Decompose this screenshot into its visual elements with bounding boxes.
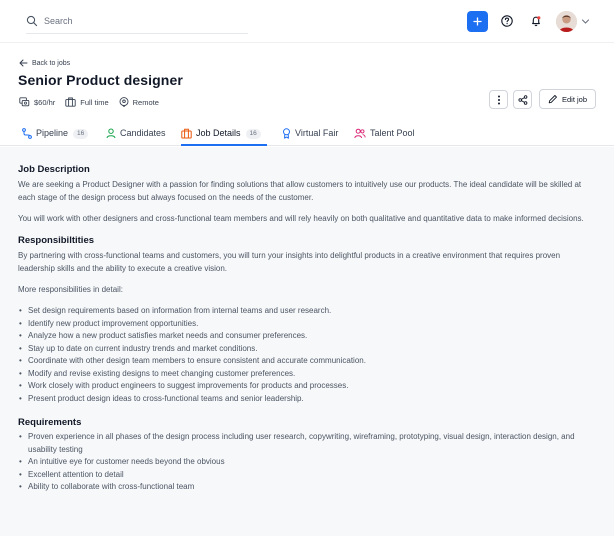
chevron-down-icon[interactable] (581, 17, 590, 26)
meta-rate (19, 97, 55, 107)
description-paragraph: We are seeking a Product Designer with a passion for finding solutions that allow customers to intuitively use our products. The ideal candidate will be skilled at each stage of the design process but always focused on the needs of the customer. (18, 180, 582, 202)
meta-employment-type (65, 97, 108, 107)
share-button[interactable] (513, 90, 532, 109)
list-item: • Analyze how a new product satisfies market needs and consumer preferences. (18, 330, 588, 343)
edit-job-label: Edit job (561, 94, 588, 104)
more-options-button[interactable] (489, 90, 508, 109)
list-item: • Excellent attention to detail (18, 469, 588, 482)
tab-pipeline-label: Pipeline (36, 128, 69, 138)
meta-location-label: Remote (132, 97, 159, 107)
description-paragraph: You will work with other designers and cross-functional team members and will rely heavily on both qualitative and quantitative data to make informed decisions. (18, 214, 584, 223)
search-icon (26, 15, 38, 27)
tab-job-details[interactable] (181, 128, 267, 146)
briefcase-icon (181, 128, 192, 139)
pipeline-icon (22, 128, 32, 139)
briefcase-icon (65, 97, 76, 107)
back-to-jobs-link[interactable] (19, 59, 70, 67)
requirements-heading: Requirements (18, 417, 82, 428)
plus-icon (473, 17, 482, 26)
tab-virtual-fair-label: Virtual Fair (295, 128, 339, 138)
tab-job-details-count-badge: 16 (246, 129, 261, 139)
list-item: • Stay up to date on current industry trends and market conditions. (18, 343, 588, 356)
list-item: • Modify and revise existing designs to meet changing customer preferences. (18, 368, 588, 381)
tab-bar (0, 122, 614, 146)
location-pin-icon (119, 97, 129, 107)
add-button[interactable] (467, 11, 488, 32)
edit-job-button[interactable] (539, 89, 596, 109)
page-title: Senior Product designer (18, 72, 183, 88)
list-item: • Work closely with product engineers to suggest improvements for products and processes. (18, 380, 588, 393)
tab-pipeline-count-badge: 16 (73, 129, 88, 139)
pencil-icon (548, 94, 558, 104)
description-heading: Job Description (18, 164, 90, 175)
avatar[interactable] (556, 11, 577, 32)
back-label: Back to jobs (32, 59, 71, 67)
requirements-list (18, 431, 588, 494)
tab-job-details-label: Job Details (196, 128, 241, 138)
responsibilities-list (18, 305, 588, 405)
money-icon (19, 97, 30, 107)
tab-candidates[interactable] (106, 128, 166, 146)
tab-talent-pool[interactable] (354, 128, 415, 146)
list-item: • Present product design ideas to cross-functional teams and senior leadership. (18, 393, 588, 406)
job-details-panel (0, 147, 614, 536)
job-details-body (18, 164, 588, 494)
list-item: • An intuitive eye for customer needs beyond the obvious (18, 456, 588, 469)
responsibilities-intro: More responsibilities in detail: (18, 285, 123, 294)
tab-candidates-label: Candidates (120, 128, 166, 138)
users-icon (354, 128, 366, 139)
list-item: • Proven experience in all phases of the design process including user research, copywriting, wireframing, prototyping, visual design, interaction design, and usability testing (18, 431, 588, 456)
list-item: • Coordinate with other design team members to ensure consistent and accurate communication. (18, 355, 588, 368)
more-vertical-icon (497, 95, 501, 105)
list-item: • Ability to collaborate with cross-functional team (18, 481, 588, 494)
tab-talent-pool-label: Talent Pool (370, 128, 415, 138)
list-item: • Set design requirements based on information from internal teams and user research. (18, 305, 588, 318)
responsibilities-paragraph: By partnering with cross-functional teams and customers, you will turn your insights into delightful products in a creative environment that requires proven leadership skills and the ability to execute a creative vision. (18, 251, 561, 273)
arrow-left-icon (19, 59, 28, 67)
bell-icon[interactable] (529, 14, 543, 28)
meta-rate-label: $60/hr (34, 97, 56, 107)
list-item: • Identify new product improvement opportunities. (18, 318, 588, 331)
meta-type-label: Full time (80, 97, 109, 107)
tab-pipeline[interactable] (22, 128, 88, 146)
award-icon (282, 128, 291, 139)
help-circle-icon[interactable] (500, 14, 514, 28)
search-placeholder: Search (44, 16, 73, 26)
share-icon (518, 95, 528, 105)
user-avatar-image (556, 11, 577, 32)
top-bar (0, 0, 614, 43)
search-input[interactable] (26, 14, 248, 34)
job-meta (19, 97, 169, 107)
tab-virtual-fair[interactable] (282, 128, 338, 146)
responsibilities-heading: Responsibiltities (18, 235, 95, 246)
user-icon (106, 128, 116, 139)
meta-location (119, 97, 159, 107)
